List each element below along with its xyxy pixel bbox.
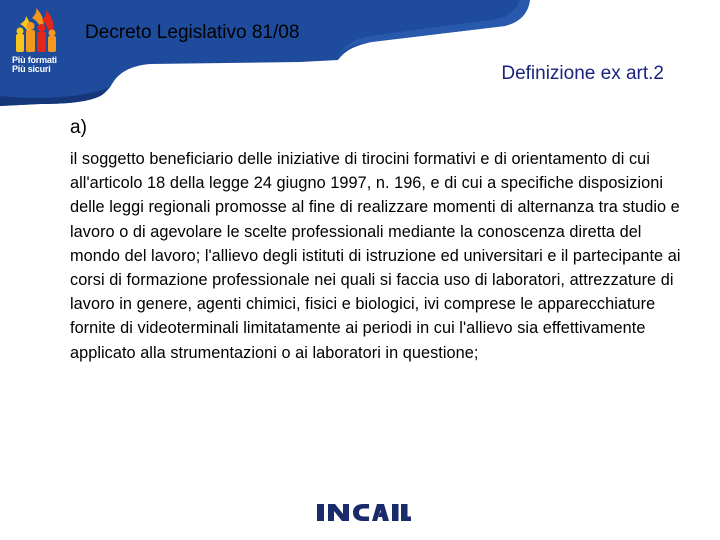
- logo-text-line2: Più sicuri: [12, 64, 51, 74]
- logo-text: [12, 56, 57, 74]
- header-banner: [0, 0, 720, 110]
- logo-text-line1: Più formati: [12, 55, 57, 65]
- definition-body: il soggetto beneficiario delle iniziative di tirocini formativi e di orientamento di cui all'articolo 18 della legge 24 giugno 1997, n. 196, e di cui a specifiche disposizioni delle leggi regionali promosse al fine di realizzare momenti di alternanza tra studio e lavoro o di agevolare le scelte professionali mediante la conoscenza diretta del mondo del lavoro; l'allievo degli istituti di istruzione ed universitari e il partecipante ai corsi di formazione professionale nei quali si faccia uso di laboratori, attrezzature di lavoro in genere, agenti chimici, fisici e biologici, ivi comprese le apparecchiature fornite di videoterminali limitatamente ai periodi in cui l'allievo sia effettivamente applicato alla strumentazioni o ai laboratori in questione;: [70, 150, 681, 362]
- item-letter: a): [70, 117, 87, 138]
- inail-logo-icon: [317, 500, 411, 524]
- slide-subtitle: Definizione ex art.2: [501, 63, 664, 84]
- header-title: Decreto Legislativo 81/08: [85, 22, 300, 43]
